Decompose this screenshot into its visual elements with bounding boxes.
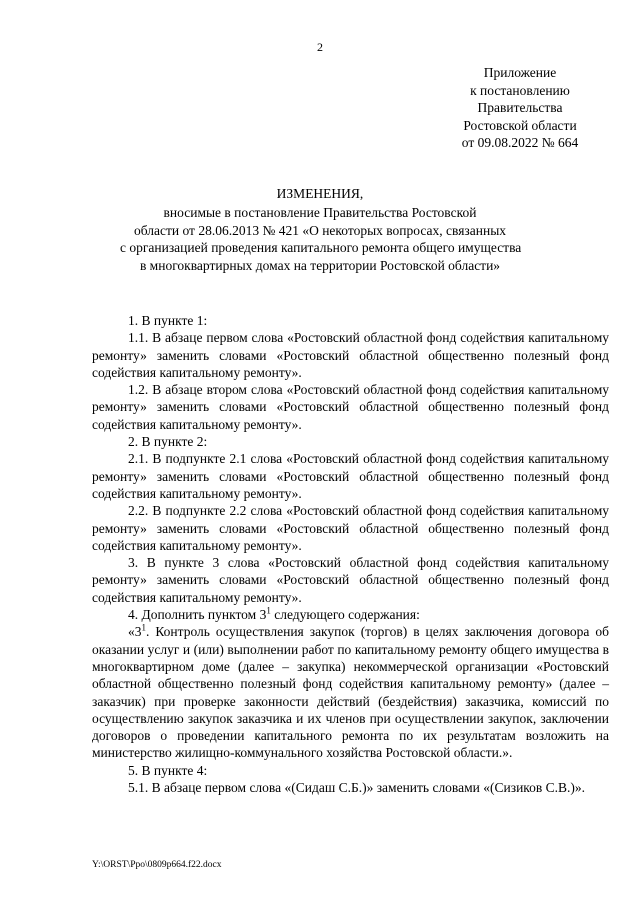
paragraph: 1. В пункте 1: xyxy=(128,313,208,328)
appendix-line: к постановлению xyxy=(470,82,570,98)
appendix-line: от 09.08.2022 № 664 xyxy=(461,135,579,150)
footer-file-path: Y:\ORST\Ppo\0809p664.f22.docx xyxy=(92,860,222,870)
document-subtitle xyxy=(120,204,520,274)
document-title: ИЗМЕНЕНИЯ, xyxy=(276,186,364,201)
subtitle-line: области от 28.06.2013 № 421 «О некоторых вопросах, связанных xyxy=(133,222,507,238)
appendix-line: Правительства xyxy=(477,100,563,115)
appendix-header xyxy=(420,64,620,152)
item4-prefix: 4. Дополнить пунктом 3 xyxy=(128,607,267,623)
document-body xyxy=(92,312,609,796)
subtitle-line: в многоквартирных домах на территории Ростовской области» xyxy=(139,257,501,273)
paragraph: 1.2. В абзаце втором слова «Ростовский областной фонд содействия капитальному ремонту» заменить словами «Ростовский областной общественно полезный фонд содействия капитальному ремонту». xyxy=(92,382,609,432)
paragraph: 2.1. В подпункте 2.1 слова «Ростовский областной фонд содействия капитальному ремонту» заменить словами «Ростовский областной общественно полезный фонд содействия капитальному ремонту». xyxy=(92,451,609,501)
item4-suffix: следующего содержания: xyxy=(270,607,420,623)
paragraph: 5. В пункте 4: xyxy=(128,762,208,778)
quote-text: . Контроль осуществления закупок (торгов) в целях заключения договора об оказании услуг и (или) выполнении работ по капитальному ремонту общего имущества в многоквартирном доме (далее – закупка) некоммерческой организации «Ростовский областной общественно полезный фонд содействия капитальному ремонту» (далее – заказчик) при проверке законности действий (бездействия) заказчика, комиссий по осуществлению закупок заказчика и их членов при осуществлении закупок, заключении договоров о проведении капитального ремонта по их результатам возложить на министерство жилищно-коммунального хозяйства Ростовской области.». xyxy=(92,624,609,761)
page-number: 2 xyxy=(317,40,323,54)
quote-superscript: 1 xyxy=(141,622,146,633)
quoted-paragraph xyxy=(92,623,609,761)
paragraph: 2. В пункте 2: xyxy=(128,434,208,450)
appendix-line: Приложение xyxy=(483,65,557,80)
subtitle-line: вносимые в постановление Правительства Ростовской xyxy=(163,205,477,220)
paragraph: 2.2. В подпункте 2.2 слова «Ростовский областной фонд содействия капитальному ремонту» заменить словами «Ростовский областной общественно полезный фонд содействия капитальному ремонту». xyxy=(92,503,609,553)
quote-prefix: «3 xyxy=(128,624,142,640)
paragraph: 3. В пункте 3 слова «Ростовский областной фонд содействия капитальному ремонту» заменить словами «Ростовский областной общественно полезный фонд содействия капитальному ремонту». xyxy=(92,555,609,605)
subtitle-line: с организацией проведения капитального ремонта общего имущества xyxy=(120,240,522,255)
paragraph: 1.1. В абзаце первом слова «Ростовский областной фонд содействия капитальному ремонту» заменить словами «Ростовский областной общественно полезный фонд содействия капитальному ремонту». xyxy=(92,330,609,380)
paragraph-item-4 xyxy=(92,606,609,623)
appendix-line: Ростовской области xyxy=(463,117,577,133)
paragraph: 5.1. В абзаце первом слова «(Сидаш С.Б.)» заменить словами «(Сизиков С.В.)». xyxy=(128,780,586,796)
item4-superscript: 1 xyxy=(266,605,271,616)
